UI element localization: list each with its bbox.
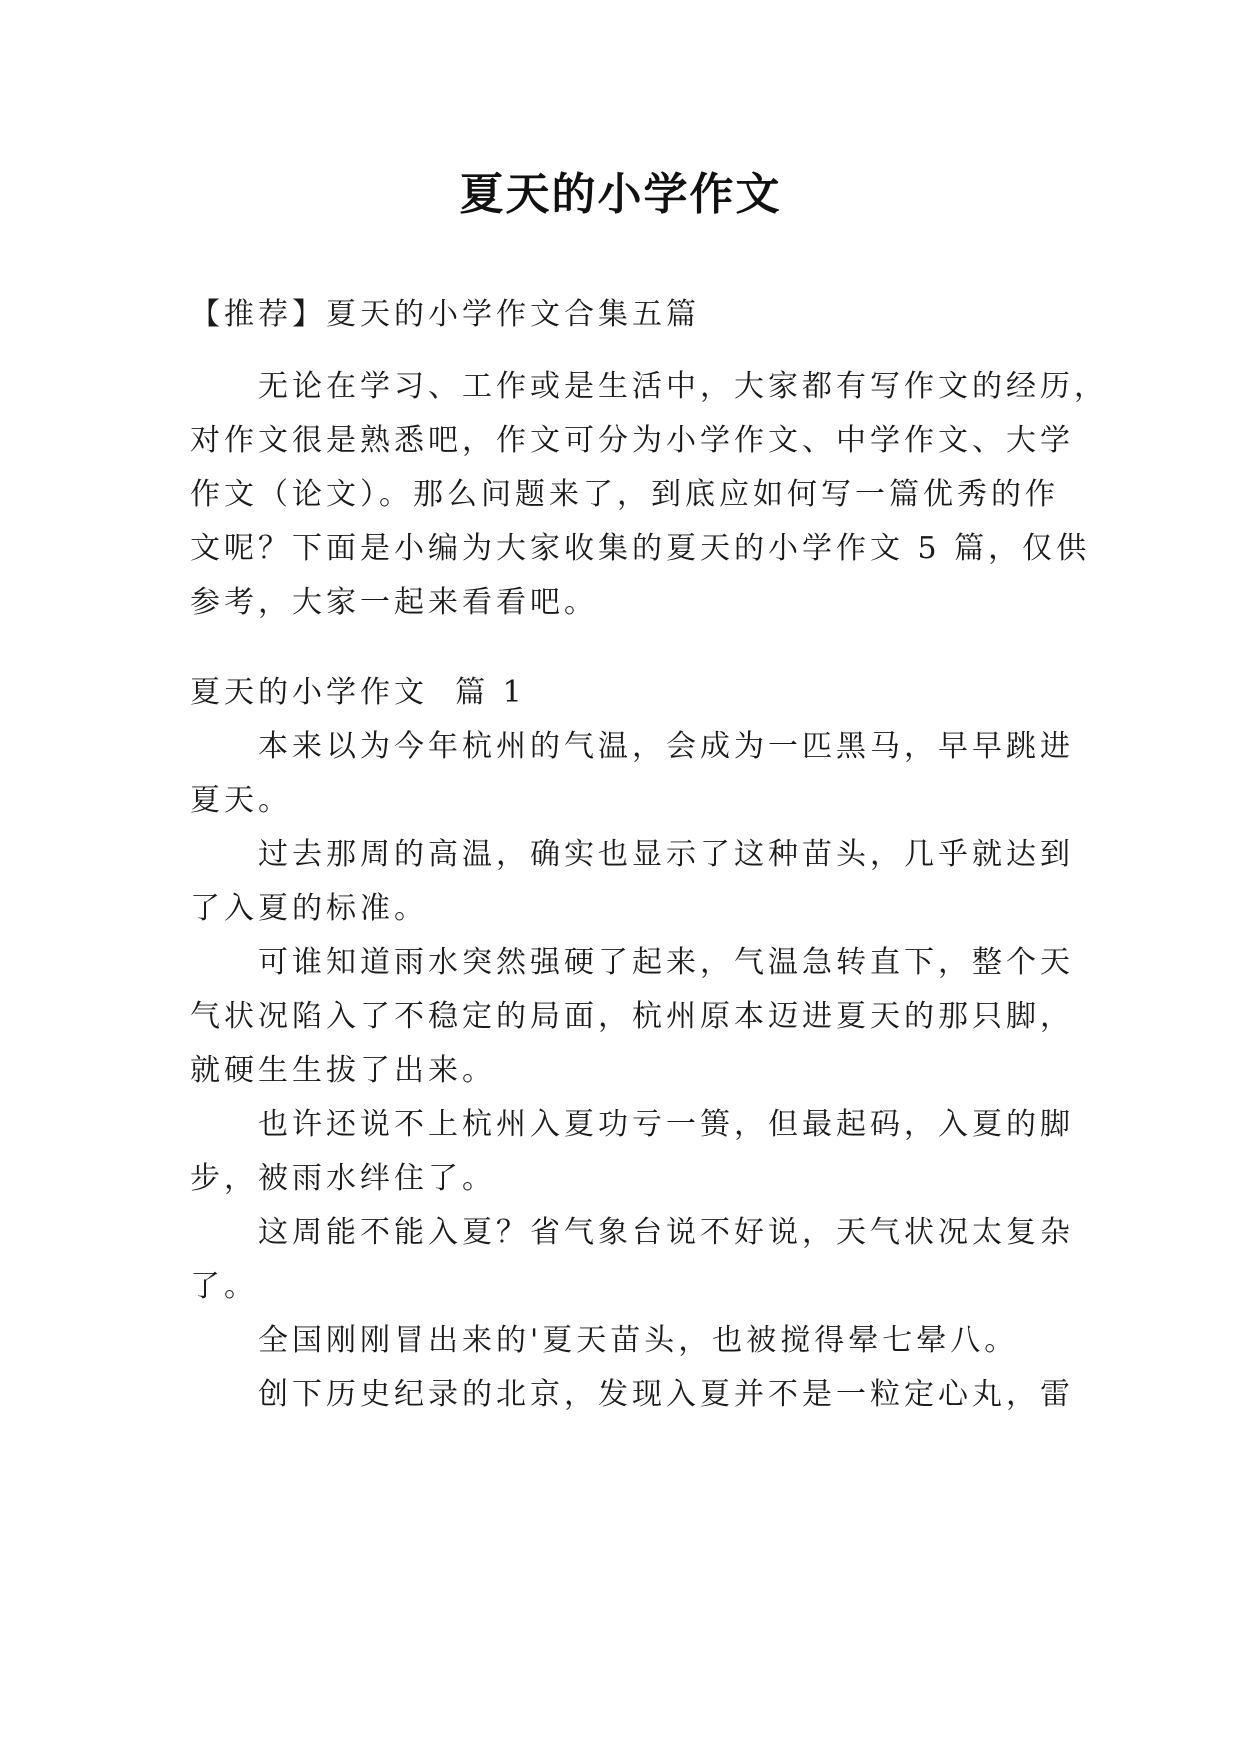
- body-line: 夏天。: [190, 783, 292, 818]
- body-line: 了。: [190, 1269, 258, 1304]
- intro-line: 无论在学习、工作或是生活中，大家都有写作文的经历，: [258, 369, 1108, 404]
- body-line: 过去那周的高温，确实也显示了这种苗头，几乎就达到: [258, 837, 1074, 872]
- body-line: 这周能不能入夏？省气象台说不好说，天气状况太复杂: [258, 1215, 1074, 1250]
- intro-line: 对作文很是熟悉吧，作文可分为小学作文、中学作文、大学: [190, 423, 1074, 458]
- body-line: 就硬生生拔了出来。: [190, 1053, 496, 1088]
- body-line: 全国刚刚冒出来的'夏天苗头，也被搅得晕七晕八。: [258, 1323, 1019, 1358]
- body-line: 了入夏的标准。: [190, 891, 428, 926]
- body-line: 气状况陷入了不稳定的局面，杭州原本迈进夏天的那只脚，: [190, 999, 1074, 1034]
- body-line: 本来以为今年杭州的气温，会成为一匹黑马，早早跳进: [258, 729, 1074, 764]
- intro-line: 参考，大家一起来看看吧。: [190, 585, 598, 620]
- document-subtitle: 【推荐】夏天的小学作文合集五篇: [190, 297, 700, 332]
- body-line: 可谁知道雨水突然强硬了起来，气温急转直下，整个天: [258, 945, 1074, 980]
- intro-line: 作文（论文）。那么问题来了，到底应如何写一篇优秀的作: [190, 477, 1059, 512]
- intro-line: 文呢？下面是小编为大家收集的夏天的小学作文 5 篇，仅供: [190, 531, 1091, 566]
- body-line: 也许还说不上杭州入夏功亏一篑，但最起码，入夏的脚: [258, 1107, 1074, 1142]
- document-title: 夏天的小学作文: [459, 169, 782, 220]
- section-heading: 夏天的小学作文 篇 1: [190, 675, 526, 710]
- body-line: 创下历史纪录的北京，发现入夏并不是一粒定心丸，雷: [258, 1377, 1074, 1412]
- body-line: 步，被雨水绊住了。: [190, 1161, 496, 1196]
